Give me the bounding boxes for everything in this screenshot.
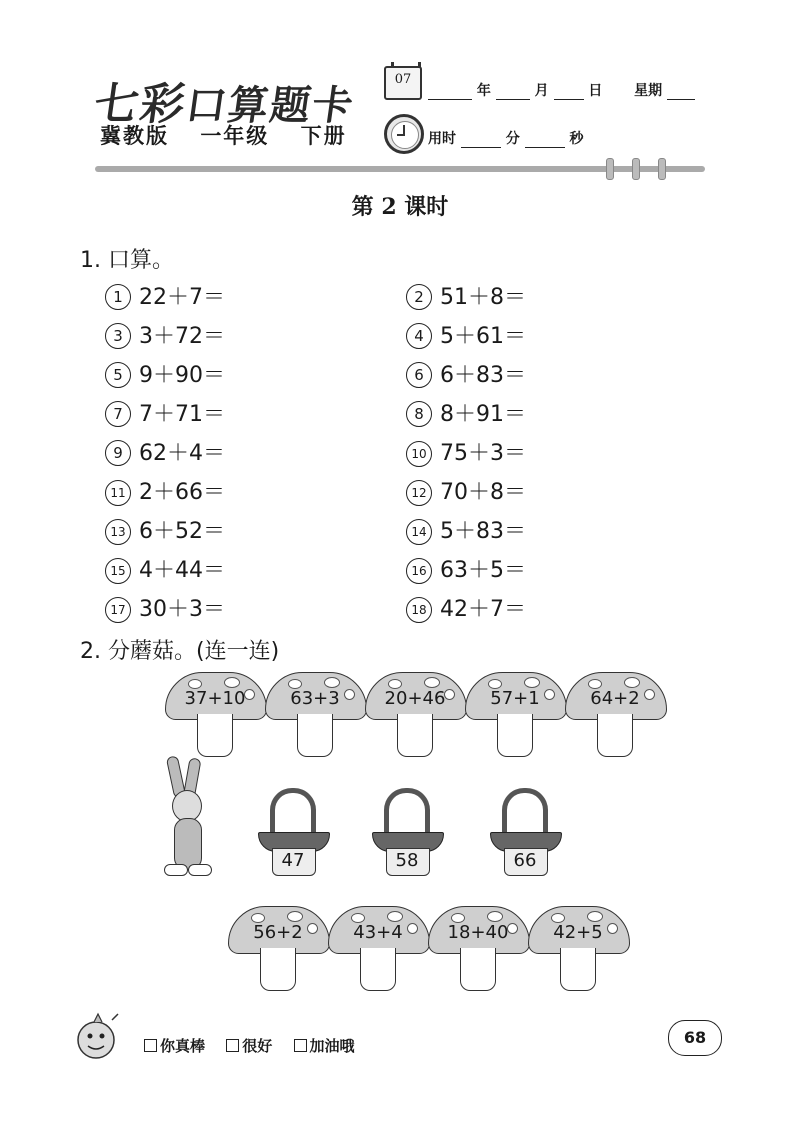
mushroom-label: 20+46	[384, 688, 446, 709]
problem-item	[105, 436, 225, 467]
problem-number: 16	[406, 558, 432, 584]
mushroom-label: 56+2	[253, 922, 303, 943]
problem-expression: 62＋4＝	[139, 441, 225, 466]
problem-number: 1	[105, 284, 131, 310]
problem-item	[406, 553, 526, 584]
problem-item	[406, 592, 526, 623]
problem-expression: 6＋83＝	[440, 363, 526, 388]
calendar-number: 07	[394, 72, 412, 87]
problem-expression: 8＋91＝	[440, 402, 526, 427]
mushroom-label: 18+40	[447, 922, 509, 943]
minutes-label: 分	[505, 131, 520, 147]
brand-title-first: 七彩	[90, 79, 190, 130]
month-blank[interactable]	[496, 85, 530, 100]
self-evaluation	[144, 1035, 371, 1056]
problem-item	[105, 553, 225, 584]
divider-bead	[658, 158, 666, 180]
mushroom-stem	[397, 714, 433, 757]
edition-grade: 一年级	[200, 124, 270, 148]
mushroom-label: 43+4	[353, 922, 403, 943]
year-blank[interactable]	[428, 85, 472, 100]
lesson-title: 第 2 课时	[351, 194, 449, 220]
date-fill-line	[428, 80, 695, 100]
problem-expression: 2＋66＝	[139, 480, 225, 505]
problem-item	[406, 514, 526, 545]
problem-number: 2	[406, 284, 432, 310]
basket-label: 47	[281, 850, 305, 871]
problem-number: 6	[406, 362, 432, 388]
problem-number: 7	[105, 401, 131, 427]
mushroom-stem	[460, 948, 496, 991]
problem-item	[105, 514, 225, 545]
problem-expression: 6＋52＝	[139, 519, 225, 544]
divider-bead	[606, 158, 614, 180]
problem-number: 10	[406, 441, 432, 467]
mushroom-label: 64+2	[590, 688, 640, 709]
problem-expression: 63＋5＝	[440, 558, 526, 583]
problem-item	[105, 397, 225, 428]
problem-item	[406, 319, 526, 350]
top-mushroom[interactable]	[365, 672, 465, 762]
problem-item	[406, 397, 526, 428]
edition-publisher: 冀教版	[100, 124, 169, 148]
mushroom-stem	[297, 714, 333, 757]
edition-volume: 下册	[300, 124, 347, 148]
top-mushroom[interactable]	[265, 672, 365, 762]
problem-item	[406, 358, 526, 389]
brand-title-rest: 口算题卡	[182, 82, 358, 129]
weekday-label: 星期	[634, 83, 663, 99]
problem-expression: 5＋61＝	[440, 324, 526, 349]
time-fill-line	[428, 128, 584, 148]
problem-number: 13	[105, 519, 131, 545]
problem-item	[406, 475, 526, 506]
problem-expression: 5＋83＝	[440, 519, 526, 544]
problem-expression: 7＋71＝	[139, 402, 225, 427]
problem-number: 15	[105, 558, 131, 584]
basket[interactable]	[490, 788, 560, 878]
mushroom-label: 57+1	[490, 688, 540, 709]
seconds-label: 秒	[569, 131, 584, 147]
problem-item	[105, 592, 225, 623]
day-label: 日	[588, 83, 603, 99]
eval-option-keep-going[interactable]: 加油哦	[294, 1037, 355, 1055]
divider-bead	[632, 158, 640, 180]
problem-expression: 4＋44＝	[139, 558, 225, 583]
calendar-icon	[384, 66, 422, 100]
problem-number: 8	[406, 401, 432, 427]
seconds-blank[interactable]	[525, 133, 565, 148]
eval-option-good[interactable]: 很好	[226, 1037, 272, 1055]
mushroom-stem	[597, 714, 633, 757]
month-label: 月	[534, 83, 549, 99]
top-mushroom[interactable]	[165, 672, 265, 762]
mushroom-stem	[360, 948, 396, 991]
checkbox-icon	[144, 1039, 157, 1052]
mushroom-stem	[260, 948, 296, 991]
problem-number: 3	[105, 323, 131, 349]
basket[interactable]	[258, 788, 328, 878]
bottom-mushroom[interactable]	[328, 906, 428, 996]
problem-number: 17	[105, 597, 131, 623]
problem-number: 4	[406, 323, 432, 349]
mushroom-label: 63+3	[290, 688, 340, 709]
problem-expression: 30＋3＝	[139, 597, 225, 622]
problem-expression: 3＋72＝	[139, 324, 225, 349]
problem-expression: 42＋7＝	[440, 597, 526, 622]
top-mushroom[interactable]	[565, 672, 665, 762]
problem-item	[406, 280, 526, 311]
day-blank[interactable]	[554, 85, 584, 100]
section1-title: 1. 口算。	[80, 248, 174, 273]
basket[interactable]	[372, 788, 442, 878]
problem-expression: 75＋3＝	[440, 441, 526, 466]
bottom-mushroom[interactable]	[228, 906, 328, 996]
problem-item	[406, 436, 526, 467]
mushroom-label: 37+10	[184, 688, 246, 709]
problem-expression: 51＋8＝	[440, 285, 526, 310]
mushroom-stem	[497, 714, 533, 757]
mascot-icon	[74, 1010, 120, 1062]
page-number: 68	[668, 1020, 722, 1056]
mushroom-stem	[197, 714, 233, 757]
problem-number: 12	[406, 480, 432, 506]
time-used-label: 用时	[428, 131, 456, 147]
minutes-blank[interactable]	[461, 133, 501, 148]
weekday-blank[interactable]	[667, 85, 695, 100]
section2-title: 2. 分蘑菇。(连一连)	[80, 639, 280, 664]
rabbit-illustration	[158, 756, 218, 906]
basket-label: 58	[395, 850, 419, 871]
bottom-mushroom[interactable]	[428, 906, 528, 996]
edition-line	[100, 120, 369, 150]
top-mushroom[interactable]	[465, 672, 565, 762]
eval-option-great[interactable]: 你真棒	[144, 1037, 205, 1055]
problem-item	[105, 475, 225, 506]
problem-item	[105, 358, 225, 389]
problem-expression: 70＋8＝	[440, 480, 526, 505]
basket-label: 66	[513, 850, 537, 871]
checkbox-icon	[294, 1039, 307, 1052]
problem-number: 9	[105, 440, 131, 466]
problem-item	[105, 319, 225, 350]
checkbox-icon	[226, 1039, 239, 1052]
problem-number: 5	[105, 362, 131, 388]
problem-number: 18	[406, 597, 432, 623]
year-label: 年	[476, 83, 491, 99]
mushroom-label: 42+5	[553, 922, 603, 943]
problem-expression: 9＋90＝	[139, 363, 225, 388]
problem-expression: 22＋7＝	[139, 285, 225, 310]
clock-icon	[384, 114, 424, 154]
problem-number: 11	[105, 480, 131, 506]
bottom-mushroom[interactable]	[528, 906, 628, 996]
problem-item	[105, 280, 225, 311]
problem-number: 14	[406, 519, 432, 545]
mushroom-stem	[560, 948, 596, 991]
